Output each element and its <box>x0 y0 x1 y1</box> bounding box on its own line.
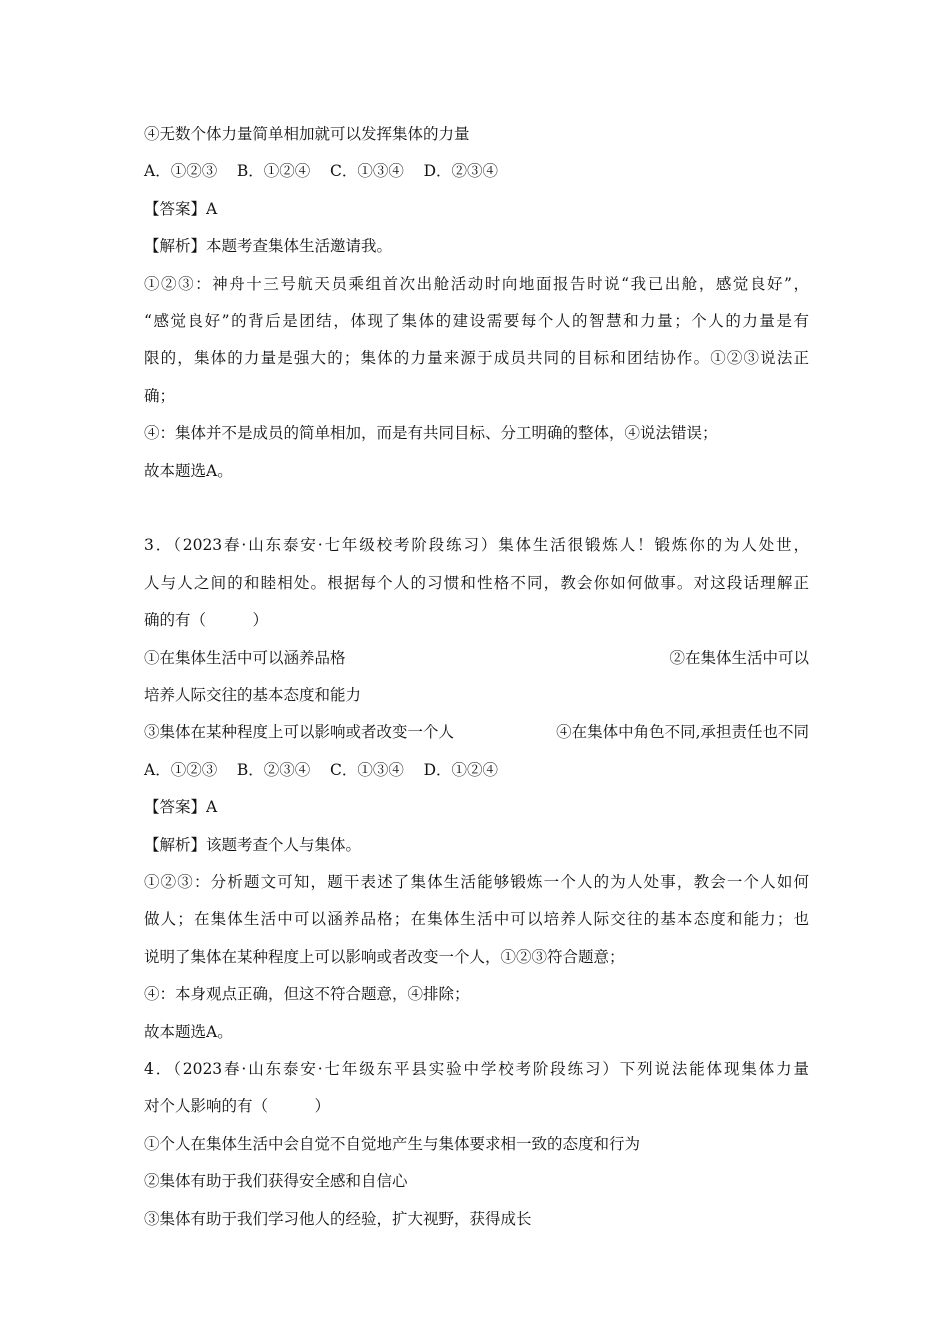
q3-option-2-start: ②在集体生活中可以 <box>669 649 809 667</box>
q4-stem-line: 4．（2023春·山东泰安·七年级东平县实验中学校考阶段练习）下列说法能体现集体力量 <box>144 1060 809 1078</box>
q3-options-row-2 <box>144 722 809 742</box>
q3-analysis-line: 做人；在集体生活中可以涵养品格；在集体生活中可以培养人际交往的基本态度和能力；也 <box>144 910 809 928</box>
q4-option-2: ②集体有助于我们获得安全感和自信心 <box>144 1172 408 1190</box>
q2-choices: A．①②③ B．①②④ C．①③④ D．②③④ <box>144 162 498 180</box>
q3-analysis-4: ④：本身观点正确，但这不符合题意，④排除； <box>144 985 470 1003</box>
q2-option-4: ④无数个体力量简单相加就可以发挥集体的力量 <box>144 125 470 143</box>
q3-stem-line: 3．（2023春·山东泰安·七年级校考阶段练习）集体生活很锻炼人！锻炼你的为人处世， <box>144 536 809 554</box>
q3-answer: 【答案】A <box>144 798 218 816</box>
q2-analysis-line: 限的，集体的力量是强大的；集体的力量来源于成员共同的目标和团结协作。①②③说法正 <box>144 349 809 367</box>
q2-analysis-line: 确； <box>144 387 176 405</box>
q4-option-1: ①个人在集体生活中会自觉不自觉地产生与集体要求相一致的态度和行为 <box>144 1135 641 1153</box>
q3-option-2-end: 培养人际交往的基本态度和能力 <box>144 686 362 704</box>
q2-analysis-line: “感觉良好”的背后是团结，体现了集体的建设需要每个人的智慧和力量；个人的力量是有 <box>144 312 809 330</box>
q3-option-1: ①在集体生活中可以涵养品格 <box>144 649 346 667</box>
q2-analysis-line: ①②③：神舟十三号航天员乘组首次出舱活动时向地面报告时说“我已出舱，感觉良好”， <box>144 275 809 293</box>
q3-conclusion: 故本题选A。 <box>144 1023 233 1041</box>
q3-stem-line: 人与人之间的和睦相处。根据每个人的习惯和性格不同，教会你如何做事。对这段话理解正 <box>144 574 809 592</box>
q3-choices: A．①②③ B．②③④ C．①③④ D．①②④ <box>144 761 498 779</box>
q2-analysis-head: 【解析】本题考查集体生活邀请我。 <box>144 237 393 255</box>
q3-analysis-head: 【解析】该题考查个人与集体。 <box>144 836 362 854</box>
q2-analysis-4: ④：集体并不是成员的简单相加，而是有共同目标、分工明确的整体，④说法错误； <box>144 424 718 442</box>
q3-analysis-line: 说明了集体在某种程度上可以影响或者改变一个人，①②③符合题意； <box>144 948 625 966</box>
q2-conclusion: 故本题选A。 <box>144 462 233 480</box>
q3-option-4: ④在集体中角色不同,承担责任也不同 <box>556 723 809 741</box>
q3-analysis-line: ①②③：分析题文可知，题干表述了集体生活能够锻炼一个人的为人处事，教会一个人如何 <box>144 873 809 891</box>
q4-option-3: ③集体有助于我们学习他人的经验，扩大视野，获得成长 <box>144 1210 532 1228</box>
q4-stem-line: 对个人影响的有（ ） <box>144 1097 331 1115</box>
q3-option-3: ③集体在某种程度上可以影响或者改变一个人 <box>144 723 455 741</box>
q2-answer: 【答案】A <box>144 200 218 218</box>
q3-options-row-1 <box>144 648 809 668</box>
q3-stem-line: 确的有（ ） <box>144 611 269 629</box>
